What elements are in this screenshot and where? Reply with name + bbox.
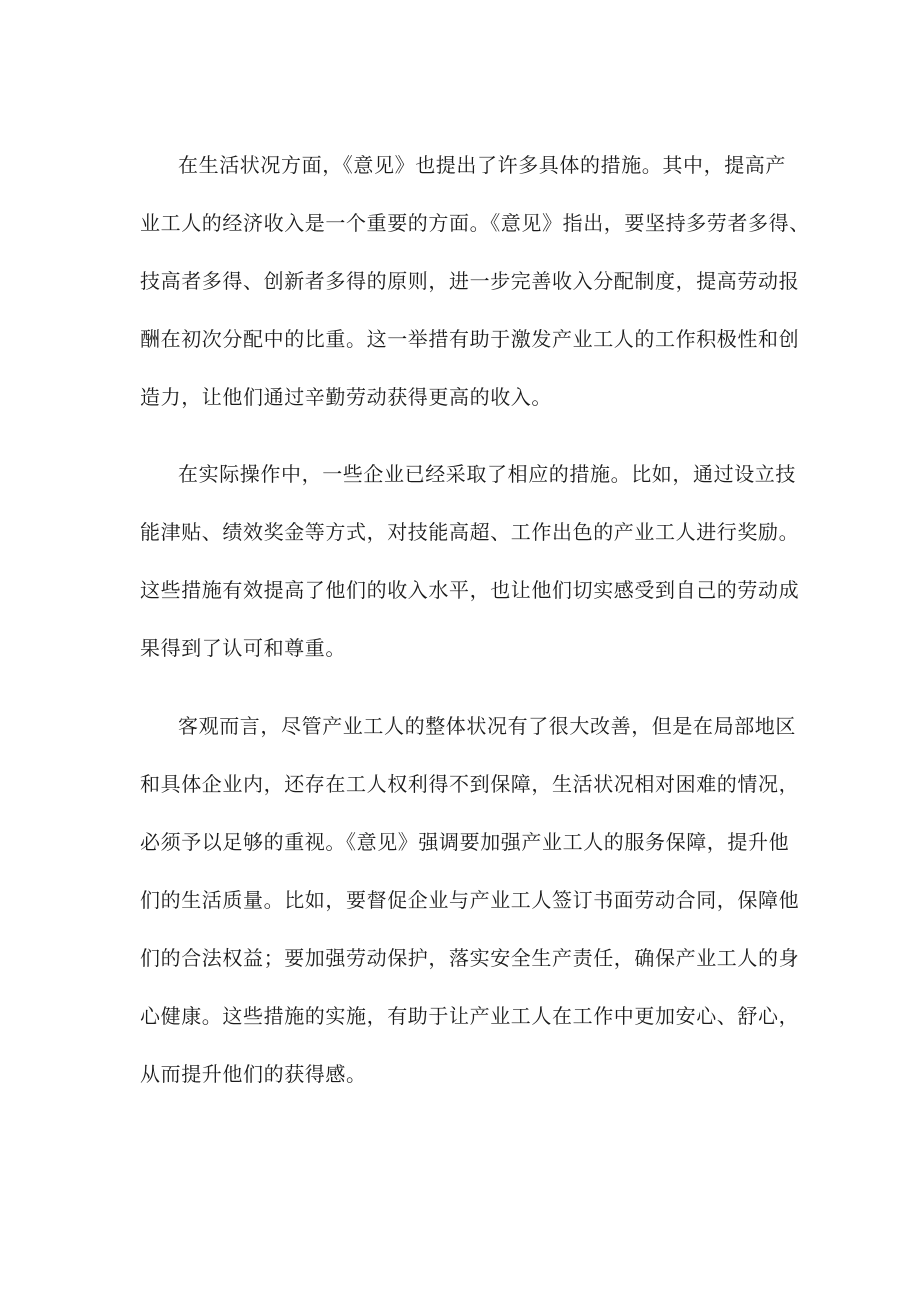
paragraph-line: 和具体企业内，还存在工人权利得不到保障，生活状况相对困难的情况， — [140, 772, 800, 796]
paragraph-line: 客观而言，尽管产业工人的整体状况有了很大改善，但是在局部地区 — [178, 714, 796, 738]
paragraph-line: 业工人的经济收入是一个重要的方面。《意见》指出，要坚持多劳者多得、 — [140, 211, 810, 235]
paragraph-line: 心健康。这些措施的实施，有助于让产业工人在工作中更加安心、舒心， — [140, 1004, 800, 1028]
paragraph-line: 果得到了认可和尊重。 — [140, 636, 346, 660]
paragraph-line: 能津贴、绩效奖金等方式，对技能高超、工作出色的产业工人进行奖励。 — [140, 520, 800, 544]
paragraph-line: 这些措施有效提高了他们的收入水平，也让他们切实感受到自己的劳动成 — [140, 578, 800, 602]
paragraph-line: 在实际操作中，一些企业已经采取了相应的措施。比如，通过设立技 — [178, 462, 796, 486]
paragraph-line: 造力，让他们通过辛勤劳动获得更高的收入。 — [140, 385, 552, 409]
paragraph-line: 从而提升他们的获得感。 — [140, 1062, 367, 1086]
paragraph-line: 在生活状况方面，《意见》也提出了许多具体的措施。其中，提高产 — [178, 153, 786, 177]
paragraph-line: 酬在初次分配中的比重。这一举措有助于激发产业工人的工作积极性和创 — [140, 327, 800, 351]
paragraph-line: 们的合法权益；要加强劳动保护，落实安全生产责任，确保产业工人的身 — [140, 946, 800, 970]
paragraph-line: 必须予以足够的重视。《意见》强调要加强产业工人的服务保障，提升他 — [140, 830, 790, 854]
paragraph-line: 们的生活质量。比如，要督促企业与产业工人签订书面劳动合同，保障他 — [140, 888, 800, 912]
paragraph-line: 技高者多得、创新者多得的原则，进一步完善收入分配制度，提高劳动报 — [140, 269, 800, 293]
